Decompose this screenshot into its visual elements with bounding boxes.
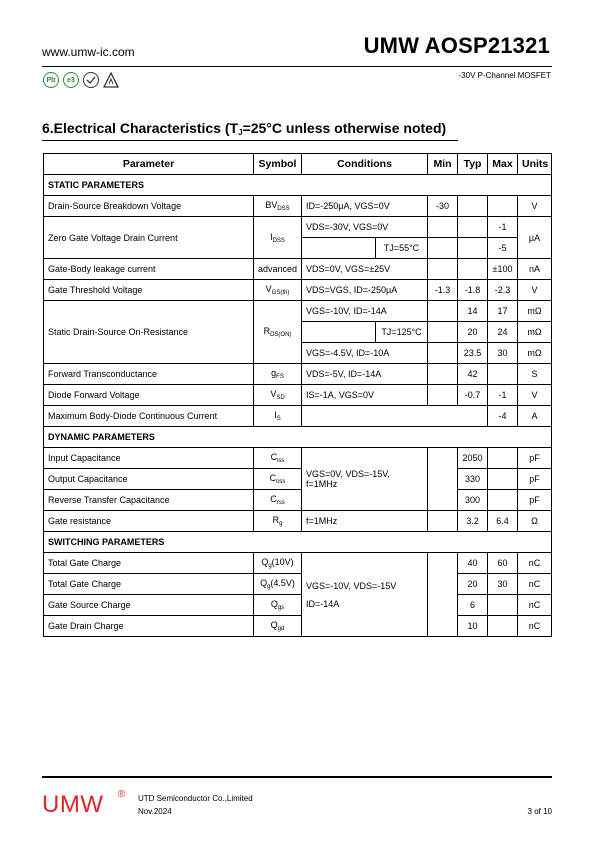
unit-is: A [518,406,552,427]
table-row [44,406,552,427]
registered-mark: ® [118,789,126,800]
max-rds-1: 17 [488,301,518,322]
unit-igss: nA [518,259,552,280]
symbol-coss: $C_{oss}$ [254,469,302,490]
header-units: Units [518,154,552,175]
unit-ciss: pF [518,448,552,469]
section-title: 6.Electrical Characteristics ($T_J=25^\circ C$ unless otherwise noted) [42,120,447,137]
table-row [44,469,552,490]
param-ciss: Input Capacitance [44,448,254,469]
footer-divider [42,776,552,778]
table-row [44,616,552,637]
cond-gfs: VDS=-5V, ID=-14A [302,364,428,385]
table-row [44,553,552,574]
table-row [44,574,552,595]
max-vgsth: -2.3 [488,280,518,301]
cond-rds-1: VGS=-10V, ID=-14A [302,301,428,322]
typ-qg10: 40 [458,553,488,574]
typ-rds-3: 23.5 [458,343,488,364]
electrical-characteristics-table [43,153,552,637]
param-gfs: Forward Transconductance [44,364,254,385]
section-underline [42,140,458,141]
max-rds-3: 30 [488,343,518,364]
typ-vgsth: -1.8 [458,280,488,301]
unit-crss: pF [518,490,552,511]
param-qgs: Gate Source Charge [44,595,254,616]
unit-vgsth: V [518,280,552,301]
dynamic-parameters-heading: DYNAMIC PARAMETERS [44,427,552,448]
unit-gfs: S [518,364,552,385]
rohs-icon [83,72,99,88]
symbol-idss: $I_{DSS}$ [254,217,302,259]
symbol-gfs: $g_{FS}$ [254,364,302,385]
unit-rds-1: mΩ [518,301,552,322]
header-symbol: Symbol [254,154,302,175]
document-subtitle: -30V P-Channel MOSFET [458,71,551,80]
cond-idss: VDS=-30V, VGS=0V [302,217,428,238]
table-row [44,490,552,511]
e3-icon: e3 [63,72,79,88]
cond-rds-2: TJ=125°C [376,322,428,343]
header-min: Min [428,154,458,175]
symbol-rds: $R_{DS(ON)}$ [254,301,302,364]
max-qg45: 30 [488,574,518,595]
symbol-qgs: $Q_{gs}$ [254,595,302,616]
table-row [44,511,552,532]
table-row [44,301,552,322]
website-url: www.umw-ic.com [42,45,135,59]
symbol-igss: advanced [254,259,302,280]
table-row [44,217,552,238]
typ-vsd: -0.7 [458,385,488,406]
unit-vsd: V [518,385,552,406]
cond-switching-1: VGS=-10V, VDS=-15V [306,580,397,591]
unit-qgs: nC [518,595,552,616]
table-row [44,595,552,616]
param-is: Maximum Body-Diode Continuous Current [44,406,254,427]
header-parameter: Parameter [44,154,254,175]
document-date: Nov.2024 [138,807,172,816]
cond-rg: f=1MHz [302,511,428,532]
typ-rg: 3.2 [458,511,488,532]
unit-coss: pF [518,469,552,490]
table-header-row [44,154,552,175]
param-idss: Zero Gate Voltage Drain Current [44,217,254,259]
unit-rg: Ω [518,511,552,532]
symbol-vsd: $V_{SD}$ [254,385,302,406]
unit-rds-3: mΩ [518,343,552,364]
table-row [44,280,552,301]
min-bvdss: -30 [428,196,458,217]
cond-bvdss: ID=-250μA, VGS=0V [302,196,428,217]
typ-coss: 330 [458,469,488,490]
max-rg: 6.4 [488,511,518,532]
table-row [44,196,552,217]
param-qgd: Gate Drain Charge [44,616,254,637]
symbol-rg: $R_g$ [254,511,302,532]
param-coss: Output Capacitance [44,469,254,490]
symbol-vgsth: $V_{GS(th)}$ [254,280,302,301]
param-rds: Static Drain-Source On-Resistance [44,301,254,364]
typ-rds-1: 14 [458,301,488,322]
header-divider [42,66,552,67]
param-vsd: Diode Forward Voltage [44,385,254,406]
typ-ciss: 2050 [458,448,488,469]
cond-capacitance: VGS=0V, VDS=-15V, f=1MHz [302,448,428,511]
static-parameters-heading: STATIC PARAMETERS [44,175,552,196]
symbol-is: $I_S$ [254,406,302,427]
cond-switching-2: ID=-14A [306,598,340,609]
typ-crss: 300 [458,490,488,511]
cond-vgsth: VDS=VGS, ID=-250μA [302,280,428,301]
unit-rds-2: mΩ [518,322,552,343]
symbol-crss: $C_{rss}$ [254,490,302,511]
typ-rds-2: 20 [458,322,488,343]
symbol-qg10: $Q_g(10V)$ [254,553,302,574]
max-idss-1: -1 [488,217,518,238]
min-vgsth: -1.3 [428,280,458,301]
unit-qg10: nC [518,553,552,574]
company-name: UTD Semiconductor Co.,Limited [138,794,253,803]
typ-qgs: 6 [458,595,488,616]
param-crss: Reverse Transfer Capacitance [44,490,254,511]
param-vgsth: Gate Threshold Voltage [44,280,254,301]
esd-warning-icon [103,72,119,88]
cond-switching [302,553,428,637]
unit-bvdss: V [518,196,552,217]
document-title: UMW AOSP21321 [363,33,550,58]
symbol-ciss: $C_{iss}$ [254,448,302,469]
header-typ: Typ [458,154,488,175]
table-row [44,364,552,385]
typ-qg45: 20 [458,574,488,595]
cond-igss: VDS=0V, VGS=±25V [302,259,428,280]
page-number: 3 of 10 [527,807,552,816]
unit-idss: μA [518,217,552,259]
table-row [44,448,552,469]
header-conditions: Conditions [302,154,428,175]
table-row [44,259,552,280]
max-is: -4 [488,406,518,427]
umw-logo: UMW [42,791,104,818]
cond-vsd: IS=-1A, VGS=0V [302,385,428,406]
header-max: Max [488,154,518,175]
max-rds-2: 24 [488,322,518,343]
table-row [44,385,552,406]
typ-gfs: 42 [458,364,488,385]
param-bvdss: Drain-Source Breakdown Voltage [44,196,254,217]
param-qg45: Total Gate Charge [44,574,254,595]
cond-rds-3: VGS=-4.5V, ID=-10A [302,343,428,364]
typ-qgd: 10 [458,616,488,637]
param-igss: Gate-Body leakage current [44,259,254,280]
unit-qgd: nC [518,616,552,637]
max-igss: ±100 [488,259,518,280]
switching-parameters-heading: SWITCHING PARAMETERS [44,532,552,553]
param-rg: Gate resistance [44,511,254,532]
cond-idss-2: TJ=55°C [376,238,428,259]
param-qg10: Total Gate Charge [44,553,254,574]
symbol-bvdss: $BV_{DSS}$ [254,196,302,217]
max-vsd: -1 [488,385,518,406]
symbol-qg45: $Q_g(4.5V)$ [254,574,302,595]
max-qg10: 60 [488,553,518,574]
unit-qg45: nC [518,574,552,595]
symbol-qgd: $Q_{gd}$ [254,616,302,637]
max-idss-2: -5 [488,238,518,259]
certification-icons [43,72,119,88]
lead-free-icon: Pb [43,72,59,88]
